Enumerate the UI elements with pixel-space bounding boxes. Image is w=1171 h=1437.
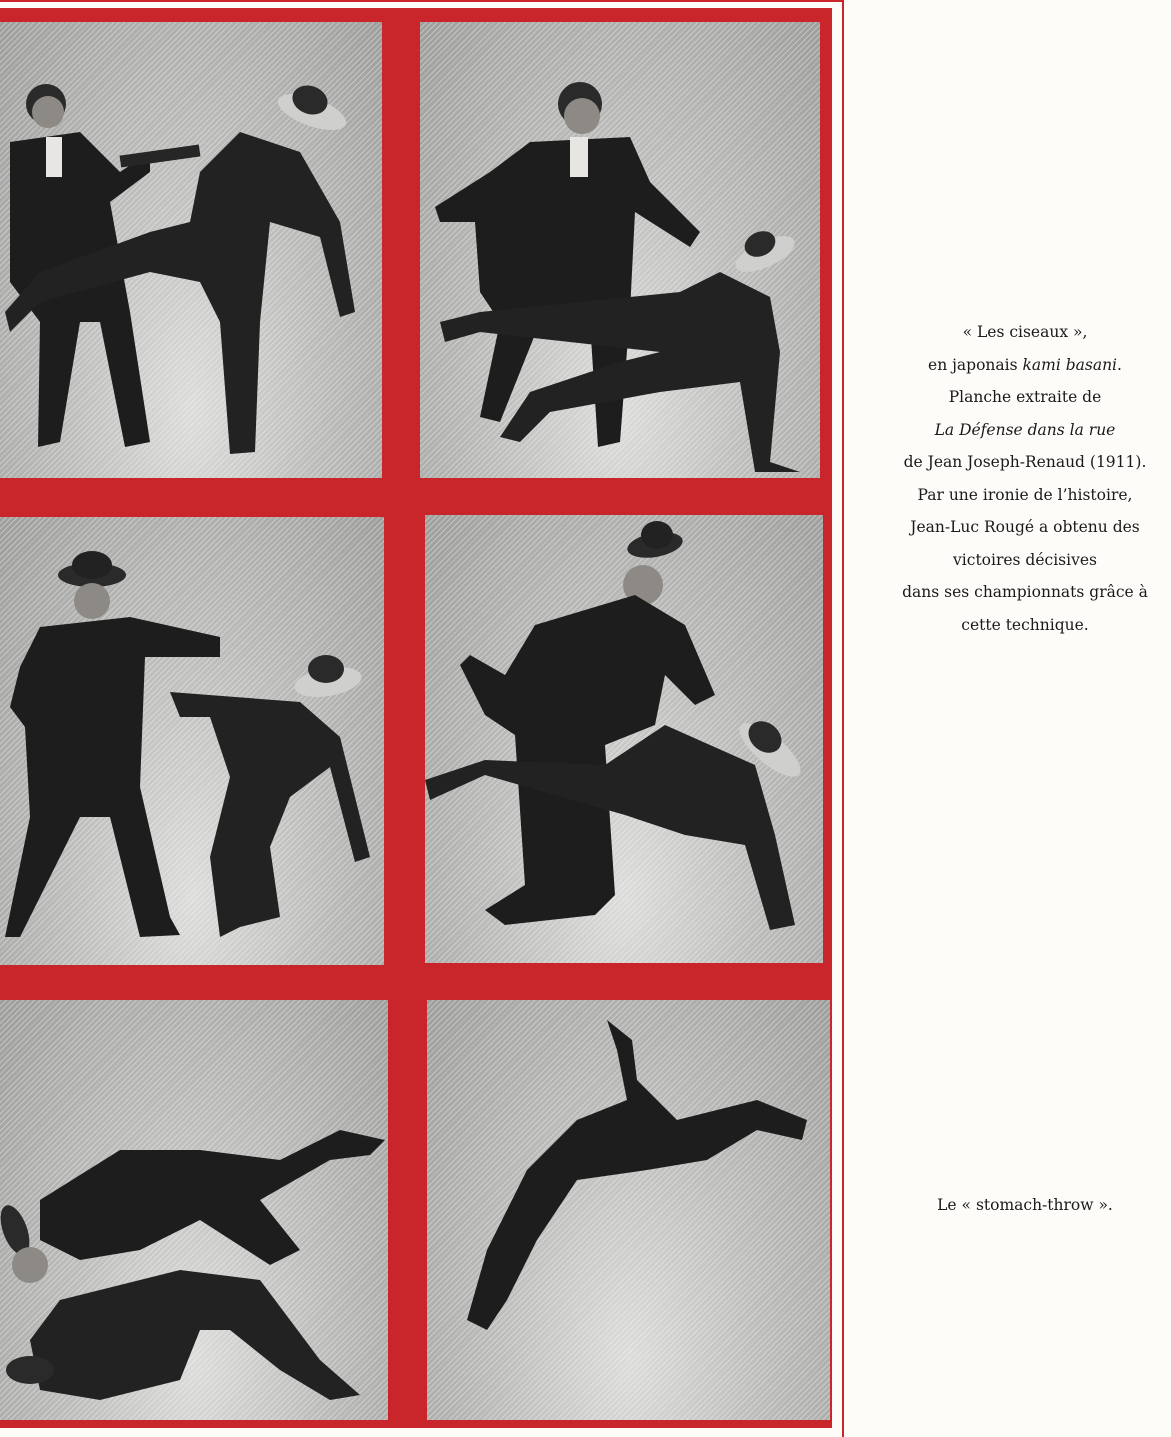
figures-illustration <box>420 22 820 478</box>
figures-illustration <box>0 1000 388 1420</box>
caption-scissors <box>880 316 1170 641</box>
caption-line-7: Jean-Luc Rougé a obtenu des <box>910 518 1140 536</box>
plate-side-rule <box>842 0 844 1437</box>
figures-illustration <box>425 515 823 963</box>
caption-line-3: Planche extraite de <box>948 388 1102 406</box>
caption-book-title: La Défense dans la rue <box>934 420 1116 439</box>
figures-illustration <box>427 1000 830 1420</box>
caption-line-2-suffix: . <box>1117 355 1122 374</box>
photo-panel-1 <box>0 22 382 478</box>
caption-line-5: de Jean Joseph-Renaud (1911). <box>903 453 1147 471</box>
figures-illustration <box>0 22 382 478</box>
caption-line-1: « Les ciseaux », <box>962 323 1088 341</box>
caption-line-10: cette technique. <box>961 615 1089 634</box>
caption-line-2 <box>880 349 1170 382</box>
caption-line-8: victoires décisives <box>953 550 1097 569</box>
plate-top-rule <box>0 0 844 2</box>
photo-panel-6 <box>427 1000 830 1420</box>
caption-stomach-throw: Le « stomach-throw ». <box>937 1196 1113 1214</box>
photo-panel-2 <box>420 22 820 478</box>
caption-line-9: dans ses championnats grâce à <box>902 583 1148 601</box>
caption-japanese-term: kami basani <box>1022 355 1118 374</box>
caption-line-2-prefix: en japonais <box>928 355 1023 374</box>
photo-panel-3 <box>0 517 384 965</box>
caption-line-6: Par une ironie de l’histoire, <box>917 485 1133 504</box>
figures-illustration <box>0 517 384 965</box>
photo-panel-5 <box>0 1000 388 1420</box>
photo-panel-4 <box>425 515 823 963</box>
